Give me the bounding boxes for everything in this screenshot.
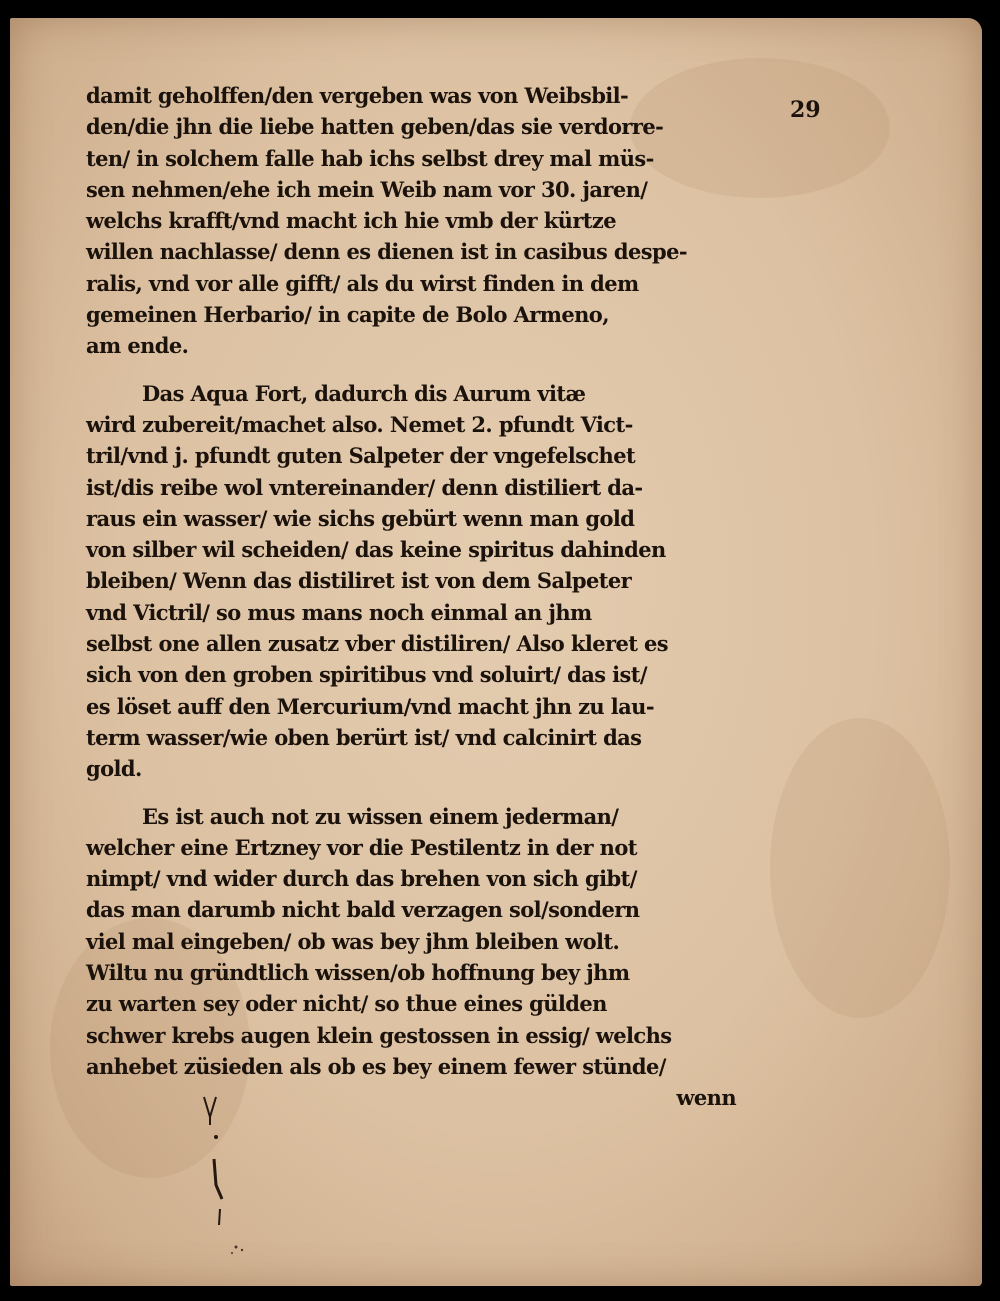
text-line: Das Aqua Fort, dadurch dis Aurum vitæ (142, 380, 586, 406)
ink-marks (196, 1095, 256, 1275)
text-line: raus ein wasser/ wie sichs gebürt wenn man gold (86, 505, 635, 531)
text-line: das man darumb nicht bald verzagen sol/sondern (86, 897, 640, 923)
text-line: bleiben/ Wenn das distiliret ist von dem Salpeter (86, 568, 632, 594)
text-line: Wiltu nu gründtlich wissen/ob hoffnung bey jhm (86, 960, 630, 986)
paragraph-3 (86, 801, 736, 1083)
text-line: ist/dis reibe wol vntereinander/ denn distiliert da- (86, 474, 643, 500)
text-line: selbst one allen zusatz vber distiliren/ Also kleret es (86, 631, 669, 657)
text-line: schwer krebs augen klein gestossen in essig/ welchs (86, 1022, 672, 1048)
text-line: willen nachlasse/ denn es dienen ist in casibus despe- (86, 239, 687, 265)
text-line: sich von den groben spiritibus vnd soluirt/ das ist/ (86, 662, 647, 688)
text-line: vnd Victril/ so mus mans noch einmal an jhm (86, 599, 592, 625)
text-line: Es ist auch not zu wissen einem jederman/ (142, 803, 619, 829)
text-line: von silber wil scheiden/ das keine spiritus dahinden (86, 537, 666, 563)
text-line: den/die jhn die liebe hatten geben/das sie verdorre- (86, 114, 664, 140)
paragraph-1 (86, 80, 736, 362)
catchword: wenn (676, 1085, 736, 1111)
text-line: es löset auff den Mercurium/vnd macht jhn zu lau- (86, 693, 654, 719)
text-line: welcher eine Ertzney vor die Pestilentz in der not (86, 834, 637, 860)
text-line: sen nehmen/ehe ich mein Weib nam vor 30. jaren/ (86, 176, 648, 202)
paragraph-gap (86, 785, 736, 801)
text-line: gemeinen Herbario/ in capite de Bolo Armeno, (86, 302, 609, 328)
paper-stain (770, 718, 950, 1018)
text-line: zu warten sey oder nicht/ so thue eines gülden (86, 991, 607, 1017)
text-line: gold. (86, 756, 142, 782)
paragraph-2 (86, 378, 736, 785)
text-line: term wasser/wie oben berürt ist/ vnd calcinirt das (86, 724, 642, 750)
paragraph-gap (86, 362, 736, 378)
text-line: am ende. (86, 333, 189, 359)
text-line: anhebet züsieden als ob es bey einem fewer stünde/ (86, 1053, 666, 1079)
text-line: ten/ in solchem falle hab ichs selbst drey mal müs- (86, 145, 654, 171)
text-line: viel mal eingeben/ ob was bey jhm bleiben wolt. (86, 928, 620, 954)
text-line: nimpt/ vnd wider durch das brehen von sich gibt/ (86, 866, 637, 892)
text-line: wird zubereit/machet also. Nemet 2. pfundt Vict- (86, 411, 633, 437)
page-number: 29 (790, 97, 821, 123)
text-line: ralis, vnd vor alle gifft/ als du wirst finden in dem (86, 270, 639, 296)
text-line: damit geholffen/den vergeben was von Weibsbil- (86, 83, 629, 108)
text-body (86, 80, 736, 1114)
text-line: tril/vnd j. pfundt guten Salpeter der vngefelschet (86, 443, 636, 469)
text-line: welchs krafft/vnd macht ich hie vmb der kürtze (86, 208, 616, 234)
